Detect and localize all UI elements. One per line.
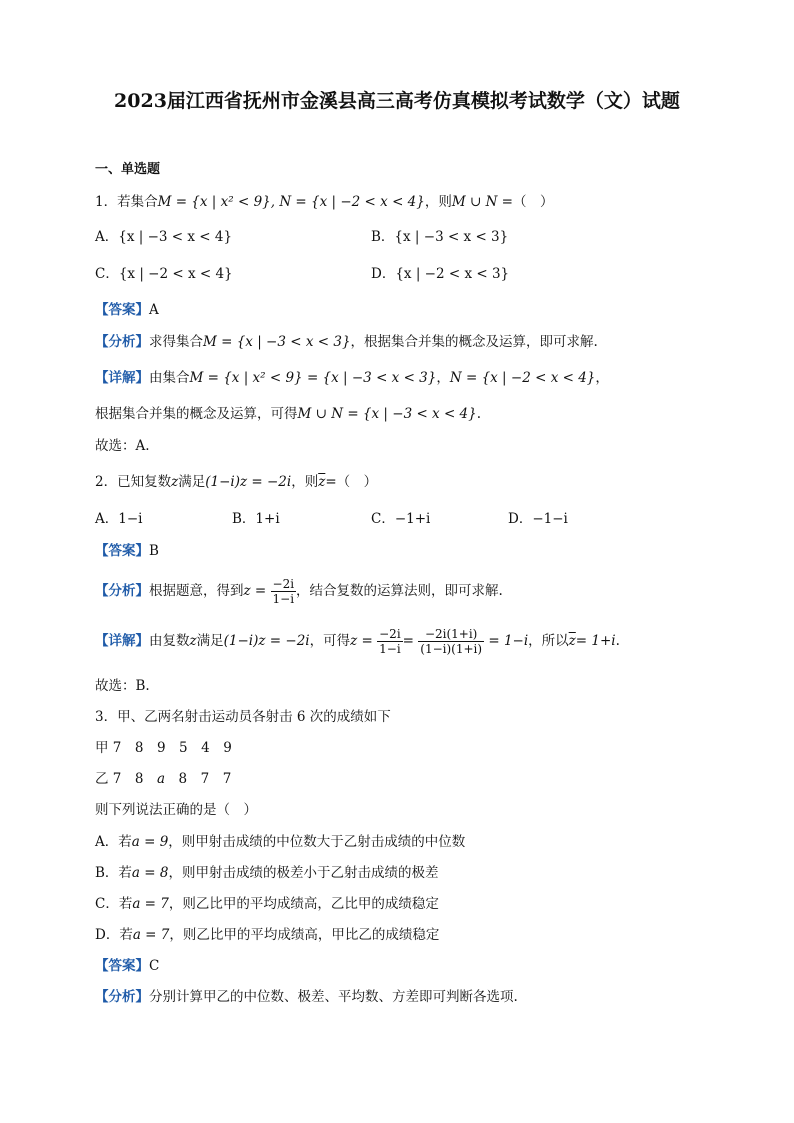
- q1-analysis: [95, 332, 598, 352]
- q2-answer: [95, 541, 159, 561]
- q2-stem-mid: 满足: [178, 474, 206, 490]
- page-title: 2023届江西省抚州市金溪县高三高考仿真模拟考试数学（文）试题: [114, 90, 680, 112]
- q3-ask: 则下列说法正确的是（ ）: [95, 802, 257, 818]
- q2-answer-value: B: [149, 543, 159, 559]
- q3-row-yi: [95, 769, 231, 789]
- q3-option-a-math: a = 9: [131, 834, 169, 850]
- q2-stem-zbar: $\overline{z}$: [318, 474, 326, 490]
- q3-option-b-math: a = 8: [131, 865, 169, 881]
- q3-option-a-pre: A．若: [95, 834, 132, 850]
- q2-option-b: B．1+i: [232, 511, 280, 527]
- q3-analysis-text: 分别计算甲乙的中位数、极差、平均数、方差即可判断各选项.: [149, 989, 518, 1005]
- q1-stem: [95, 192, 554, 212]
- q2-detail-z: z: [189, 633, 197, 649]
- q1-detail-c: ，: [595, 370, 609, 386]
- q2-analysis-den: 1−i: [272, 592, 295, 606]
- q2-detail-zbar: $\overline{z}$: [568, 633, 576, 649]
- q1-option-b: B．{x | −3 < x < 3}: [371, 229, 509, 245]
- q2-option-a: A．1−i: [95, 511, 143, 527]
- q3-option-c-pre: C．若: [95, 896, 133, 912]
- q2-detail-b: 满足: [196, 633, 224, 649]
- q1-detail2-b: .: [476, 406, 482, 422]
- q1-analysis-math: M = {x | −3 < x < 3}: [203, 334, 351, 350]
- q2-stem-z: z: [171, 474, 179, 490]
- q2-stem-prefix: 2．已知复数: [95, 474, 172, 490]
- q3-option-a: [95, 832, 465, 852]
- q1-option-a: A．{x | −3 < x < 4}: [95, 229, 233, 245]
- q2-analysis-z: z =: [243, 583, 267, 599]
- q1-answer-tag: 【答案】: [95, 302, 149, 318]
- q1-answer: [95, 300, 159, 320]
- q3-option-d-post: ，则乙比甲的平均成绩高，甲比乙的成绩稳定: [169, 927, 440, 943]
- q1-detail-math: M = {x | x² < 9} = {x | −3 < x < 3}: [189, 370, 437, 386]
- q3-option-c: [95, 894, 439, 914]
- q1-stem-math2: M ∪ N =: [451, 194, 513, 210]
- q1-stem-suffix: （ ）: [513, 194, 554, 210]
- q2-detail-d: ，所以: [528, 633, 569, 649]
- q2-detail-fraction1: [377, 627, 403, 656]
- q3-stem: 3．甲、乙两名射击运动员各射击 6 次的成绩如下: [95, 709, 391, 725]
- q3-analysis: [95, 987, 518, 1007]
- q1-option-d: D．{x | −2 < x < 3}: [371, 266, 510, 282]
- q3-answer-tag: 【答案】: [95, 958, 149, 974]
- q2-choice: 故选：B.: [95, 678, 150, 694]
- q3-option-a-post: ，则甲射击成绩的中位数大于乙射击成绩的中位数: [168, 834, 466, 850]
- q2-detail: [95, 620, 620, 662]
- q1-detail: [95, 368, 609, 388]
- section-heading: 一、单选题: [95, 162, 161, 177]
- q3-option-d: [95, 925, 439, 945]
- q2-analysis-a: 根据题意，得到: [149, 583, 244, 599]
- q2-detail-eq: =: [402, 633, 414, 649]
- q1-choice: 故选：A.: [95, 438, 150, 454]
- q2-detail-num1: −2i: [379, 627, 401, 641]
- q1-answer-value: A: [149, 302, 159, 318]
- q3-row-jia: 甲 7 8 9 5 4 9: [95, 740, 232, 756]
- q2-stem: [95, 472, 377, 492]
- q2-detail-num2: −2i(1+i): [418, 627, 484, 642]
- q3-row-yi-b: 8 7 7: [165, 771, 232, 787]
- q2-stem-mid2: ，则: [291, 474, 319, 490]
- q2-detail-a: 由复数: [149, 633, 190, 649]
- q2-analysis-fraction: [271, 577, 297, 606]
- q2-detail-c: ，可得: [309, 633, 351, 649]
- q2-option-d: D．−1−i: [508, 511, 568, 527]
- q1-stem-mid: ，则: [424, 194, 452, 210]
- q2-stem-suffix: =（ ）: [325, 474, 378, 490]
- q2-detail-fraction2: [418, 627, 484, 656]
- q3-option-c-post: ，则乙比甲的平均成绩高，乙比甲的成绩稳定: [168, 896, 439, 912]
- q1-analysis-b: ，根据集合并集的概念及运算，即可求解.: [350, 334, 598, 350]
- q3-answer-value: C: [149, 958, 160, 974]
- q2-analysis-b: ，结合复数的运算法则，即可求解.: [296, 583, 503, 599]
- q3-row-yi-a: 乙 7 8: [95, 771, 157, 787]
- q1-detail-b: ，: [436, 370, 450, 386]
- q3-analysis-tag: 【分析】: [95, 989, 149, 1005]
- q3-option-b: [95, 863, 438, 883]
- q2-detail-result: = 1−i: [488, 633, 529, 649]
- q2-detail-math: (1−i)z = −2i: [223, 633, 310, 649]
- q2-analysis-tag: 【分析】: [95, 583, 149, 599]
- q1-analysis-tag: 【分析】: [95, 334, 149, 350]
- q1-detail-a: 由集合: [149, 370, 190, 386]
- q2-option-c: C．−1+i: [371, 511, 431, 527]
- q3-answer: [95, 956, 159, 976]
- q3-option-c-math: a = 7: [132, 896, 169, 912]
- q2-analysis-num: −2i: [272, 577, 295, 591]
- q1-option-c: C．{x | −2 < x < 4}: [95, 266, 233, 282]
- q2-answer-tag: 【答案】: [95, 543, 149, 559]
- q2-analysis: [95, 572, 503, 610]
- q1-stem-prefix: 1．若集合: [95, 194, 158, 210]
- q1-detail2-math: M ∪ N = {x | −3 < x < 4}: [297, 406, 477, 422]
- q1-detail-line2: [95, 404, 481, 424]
- q2-detail-result2: = 1+i: [575, 633, 616, 649]
- q1-detail2-a: 根据集合并集的概念及运算，可得: [95, 406, 298, 422]
- q1-stem-math: M = {x | x² < 9}, N = {x | −2 < x < 4}: [157, 194, 425, 210]
- q1-detail-math2: N = {x | −2 < x < 4}: [449, 370, 596, 386]
- q2-detail-z2: z =: [350, 633, 373, 649]
- q3-option-d-math: a = 7: [132, 927, 170, 943]
- q3-option-b-post: ，则甲射击成绩的极差小于乙射击成绩的极差: [168, 865, 439, 881]
- q2-detail-tag: 【详解】: [95, 633, 149, 649]
- q2-detail-den1: 1−i: [379, 642, 401, 656]
- q1-detail-tag: 【详解】: [95, 370, 149, 386]
- q2-stem-math: (1−i)z = −2i: [205, 474, 292, 490]
- q1-analysis-a: 求得集合: [149, 334, 203, 350]
- q3-option-d-pre: D．若: [95, 927, 133, 943]
- q2-detail-e: .: [615, 633, 620, 649]
- q2-detail-den2: (1−i)(1+i): [420, 642, 483, 656]
- q3-option-b-pre: B．若: [95, 865, 132, 881]
- q3-row-yi-var: a: [156, 771, 166, 787]
